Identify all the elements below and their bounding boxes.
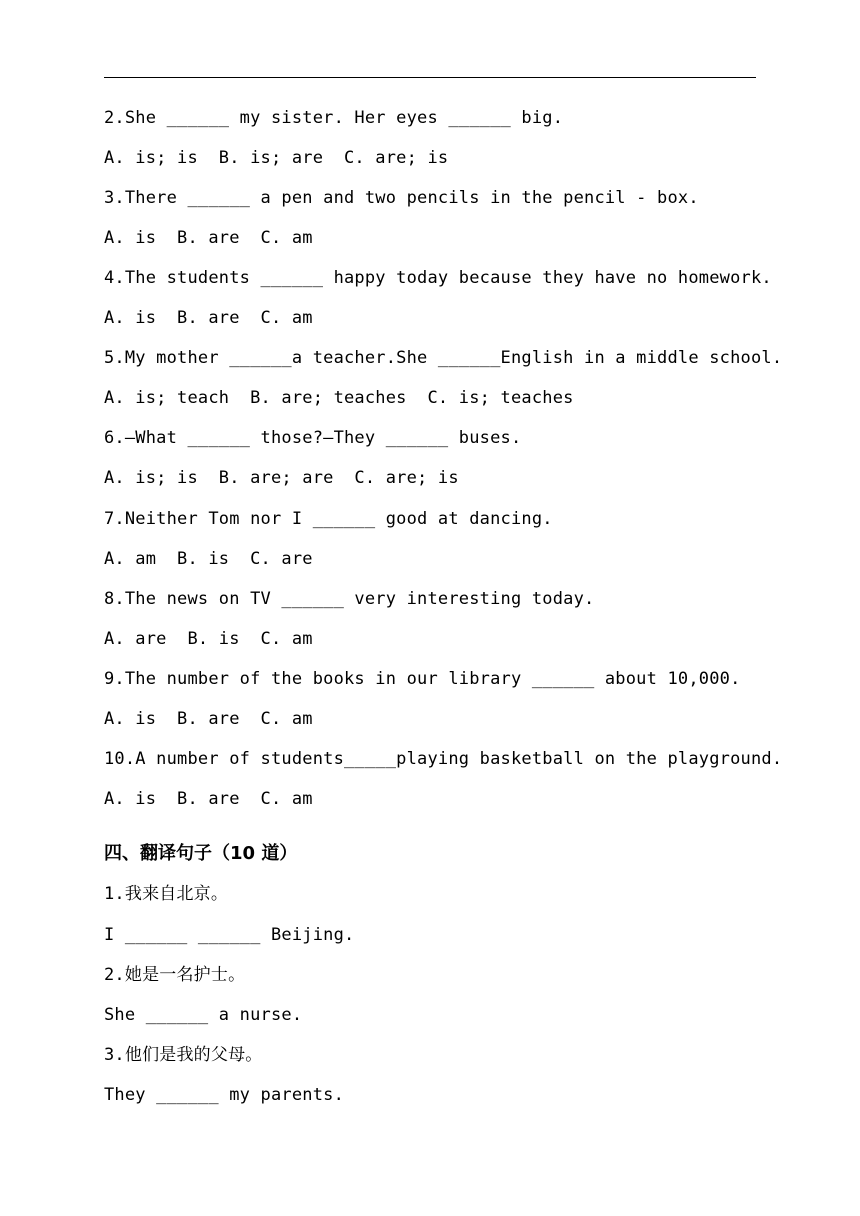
question-7: 7.Neither Tom nor I ______ good at dancing. <box>104 509 553 529</box>
translate-prompt-3: 3.他们是我的父母。 <box>104 1045 263 1065</box>
question-8: 8.The news on TV ______ very interesting today. <box>104 589 595 609</box>
translate-prompt-2: 2.她是一名护士。 <box>104 965 246 985</box>
options-10: A. is B. are C. am <box>104 789 313 809</box>
translate-answer-2: She ______ a nurse. <box>104 1005 303 1025</box>
options-2: A. is; is B. is; are C. are; is <box>104 148 449 168</box>
options-5: A. is; teach B. are; teaches C. is; teaches <box>104 388 574 408</box>
header-rule <box>104 77 756 78</box>
question-9: 9.The number of the books in our library ______ about 10,000. <box>104 669 741 689</box>
question-5: 5.My mother ______a teacher.She ______English in a middle school. <box>104 348 783 368</box>
options-4: A. is B. are C. am <box>104 308 313 328</box>
question-2: 2.She ______ my sister. Her eyes ______ big. <box>104 108 564 128</box>
translate-prompt-1: 1.我来自北京。 <box>104 884 229 904</box>
options-7: A. am B. is C. are <box>104 549 313 569</box>
question-4: 4.The students ______ happy today because they have no homework. <box>104 268 772 288</box>
section-heading: 四、翻译句子（10 道） <box>104 843 298 864</box>
question-10: 10.A number of students_____playing basketball on the playground. <box>104 749 783 769</box>
options-9: A. is B. are C. am <box>104 709 313 729</box>
translate-answer-1: I ______ ______ Beijing. <box>104 925 355 945</box>
options-8: A. are B. is C. am <box>104 629 313 649</box>
options-6: A. is; is B. are; are C. are; is <box>104 468 459 488</box>
question-3: 3.There ______ a pen and two pencils in the pencil - box. <box>104 188 699 208</box>
question-6: 6.—What ______ those?—They ______ buses. <box>104 428 522 448</box>
translate-answer-3: They ______ my parents. <box>104 1085 345 1105</box>
options-3: A. is B. are C. am <box>104 228 313 248</box>
